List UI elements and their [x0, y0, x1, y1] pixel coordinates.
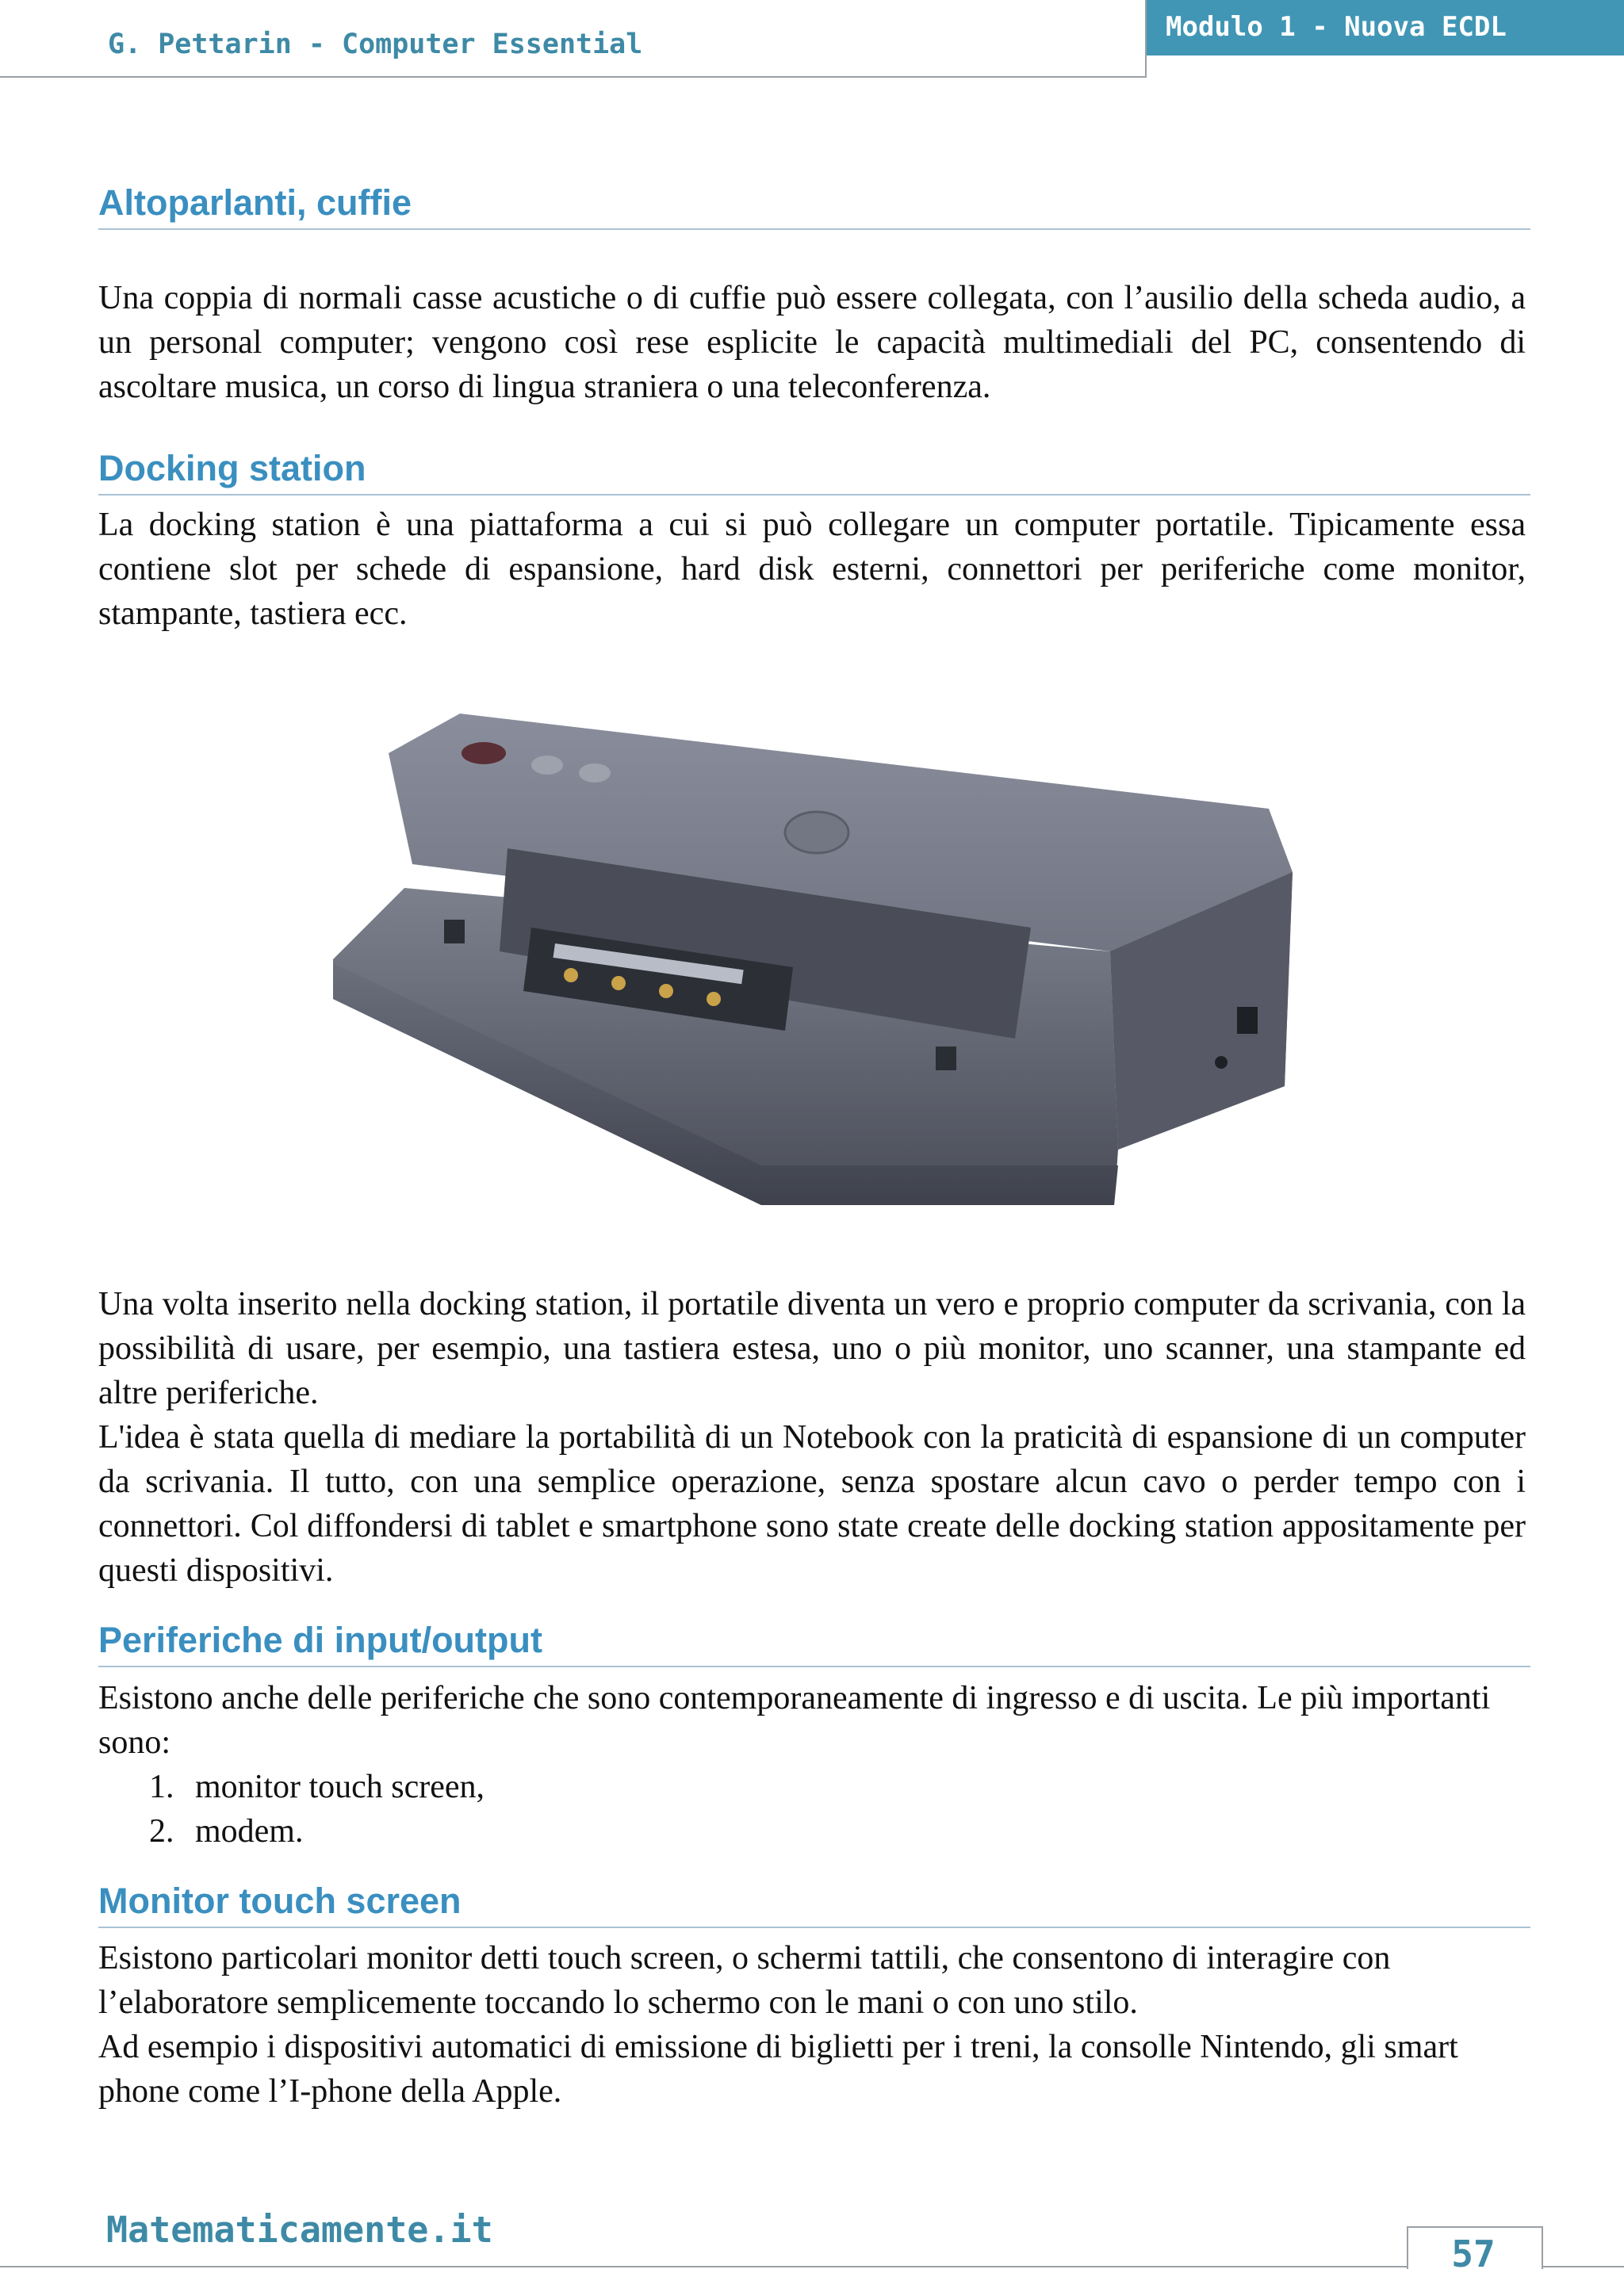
header-author: G. Pettarin - Computer Essential — [108, 29, 643, 60]
paragraph-io: Esistono anche delle periferiche che sono contemporaneamente di ingresso e di uscita. Le più importanti sono: — [98, 1680, 1491, 1761]
paragraph-docking-idea: L'idea è stata quella di mediare la portabilità di un Notebook con la praticità di espansione di un computer da scrivania. Il tutto, con una semplice operazione, senza spostare alcun cavo o perder tempo con i connettori. Col diffondersi di tablet e smartphone sono state create delle docking station appositamente per questi dispositivi. — [98, 1419, 1526, 1589]
paragraph-touch-intro: Esistono particolari monitor detti touch screen, o schermi tattili, che consentono di interagire con l’elaboratore semplicemente toccando lo schermo con le mani o con uno stilo. — [98, 1940, 1391, 2021]
list-item: 1. monitor touch screen, — [149, 1769, 485, 1805]
paragraph-docking-intro: La docking station è una piattaforma a cui si può collegare un computer portatile. Tipicamente essa contiene slot per schede di espansione, hard disk esterni, connettori per periferiche come monitor, stampante, tastiera ecc. — [98, 507, 1526, 632]
dock-logo — [785, 812, 848, 853]
dock-eject-button — [462, 742, 506, 764]
io-device-list — [149, 1765, 485, 1854]
paragraph-touch-examples: Ad esempio i dispositivi automatici di emissione di biglietti per i treni, la consolle Nintendo, gli smart phone come l’I-phone della Apple. — [98, 2029, 1458, 2110]
section-title-speakers: Altoparlanti, cuffie — [98, 181, 1530, 230]
dock-button-2 — [579, 763, 611, 783]
section-title-touch: Monitor touch screen — [98, 1879, 1530, 1928]
section-title-io: Periferiche di input/output — [98, 1618, 1530, 1667]
paragraph-speakers: Una coppia di normali casse acustiche o di cuffie può essere collegata, con l’ausilio della scheda audio, a un personal computer; vengono così rese esplicite le capacità multimediali del PC, consentendo di ascoltare musica, un corso di lingua straniera o una teleconferenza. — [98, 280, 1526, 405]
docking-station-image — [317, 690, 1316, 1245]
dock-button-1 — [531, 756, 563, 775]
section-title-docking: Docking station — [98, 446, 1530, 496]
dock-latch-right — [936, 1047, 956, 1070]
paragraph-docking-usage: Una volta inserito nella docking station, il portatile diventa un vero e proprio computer da scrivania, con la possibilità di usare, per esempio, una tastiera estesa, uno o più monitor, uno scanner, una stampante ed altre periferiche. — [98, 1286, 1526, 1411]
dock-jack — [1215, 1056, 1228, 1069]
footer-site: Matematicamente.it — [106, 2209, 493, 2251]
page-number: 57 — [1451, 2233, 1496, 2275]
list-item: 2. modem. — [149, 1813, 304, 1850]
dock-port — [1237, 1007, 1258, 1034]
dock-latch-left — [444, 920, 465, 943]
header-module: Modulo 1 - Nuova ECDL — [1166, 11, 1507, 43]
footer-rule — [0, 2266, 1624, 2267]
